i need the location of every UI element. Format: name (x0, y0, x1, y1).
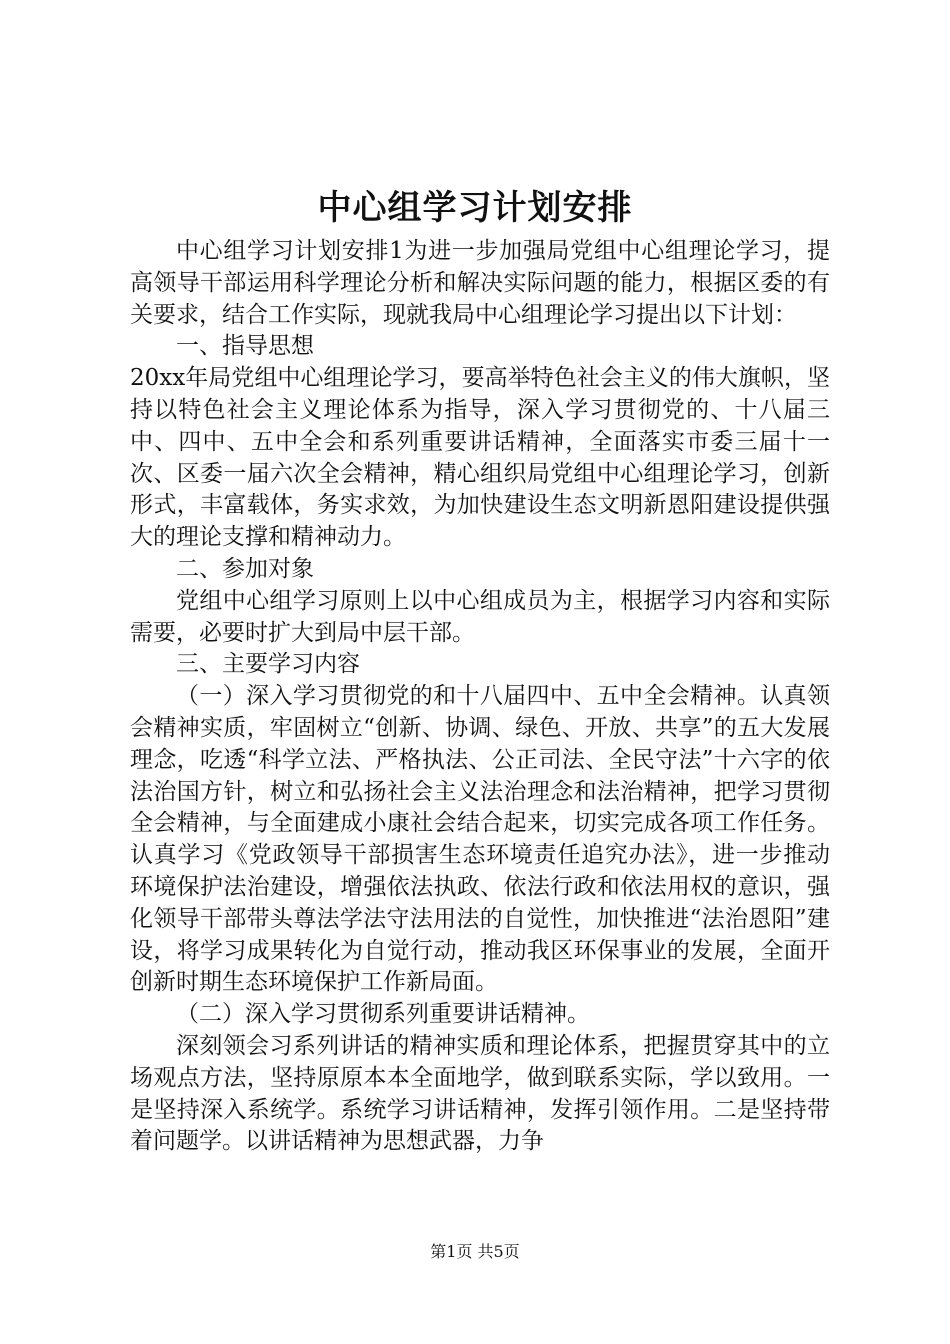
page-footer: 第1页 共5页 (430, 1242, 520, 1261)
subheading-content-item-2: （二）深入学习贯彻系列重要讲话精神。 (176, 1001, 590, 1028)
paragraph-participants: 党组中心组学习原则上以中心组成员为主，根据学习内容和实际需要，必要时扩大到局中层干部。 (130, 587, 830, 646)
page-title: 中心组学习计划安排 (317, 188, 633, 228)
paragraph-content-item-2: 深刻领会习系列讲话的精神实质和理论体系，把握贯穿其中的立场观点方法，坚持原原本本全面地学，做到联系实际，学以致用。一是坚持深入系统学。系统学习讲话精神，发挥引领作用。二是坚持带着问题学。以讲话精神为思想武器，力争 (130, 1032, 830, 1155)
document-body (130, 236, 830, 1158)
section-heading-guiding-ideology: 一、指导思想 (176, 333, 314, 360)
section-heading-main-content: 三、主要学习内容 (176, 651, 360, 678)
section-heading-participants: 二、参加对象 (176, 555, 314, 582)
paragraph-content-item-1: （一）深入学习贯彻党的和十八届四中、五中全会精神。认真领会精神实质，牢固树立“创新、协调、绿色、开放、共享”的五大发展理念，吃透“科学立法、严格执法、公正司法、全民守法”十六字的依法治国方针，树立和弘扬社会主义法治理念和法治精神，把学习贯彻全会精神，与全面建成小康社会结合起来，切实完成各项工作任务。认真学习《党政领导干部损害生态环境责任追究办法》，进一步推动环境保护法治建设，增强依法执政、依法行政和依法用权的意识，强化领导干部带头尊法学法守法用法的自觉性，加快推进“法治恩阳”建设，将学习成果转化为自觉行动，推动我区环保事业的发展，全面开创新时期生态环境保护工作新局面。 (130, 683, 830, 996)
paragraph-guiding-ideology: 20xx年局党组中心组理论学习，要高举特色社会主义的伟大旗帜，坚持以特色社会主义理论体系为指导，深入学习贯彻党的、十八届三中、四中、五中全会和系列重要讲话精神，全面落实市委三届十一次、区委一届六次全会精神，精心组织局党组中心组理论学习，创新形式，丰富载体，务实求效，为加快建设生态文明新恩阳建设提供强大的理论支撑和精神动力。 (130, 365, 830, 551)
paragraph-intro: 中心组学习计划安排1为进一步加强局党组中心组理论学习，提高领导干部运用科学理论分析和解决实际问题的能力，根据区委的有关要求，结合工作实际，现就我局中心组理论学习提出以下计划： (130, 238, 830, 328)
